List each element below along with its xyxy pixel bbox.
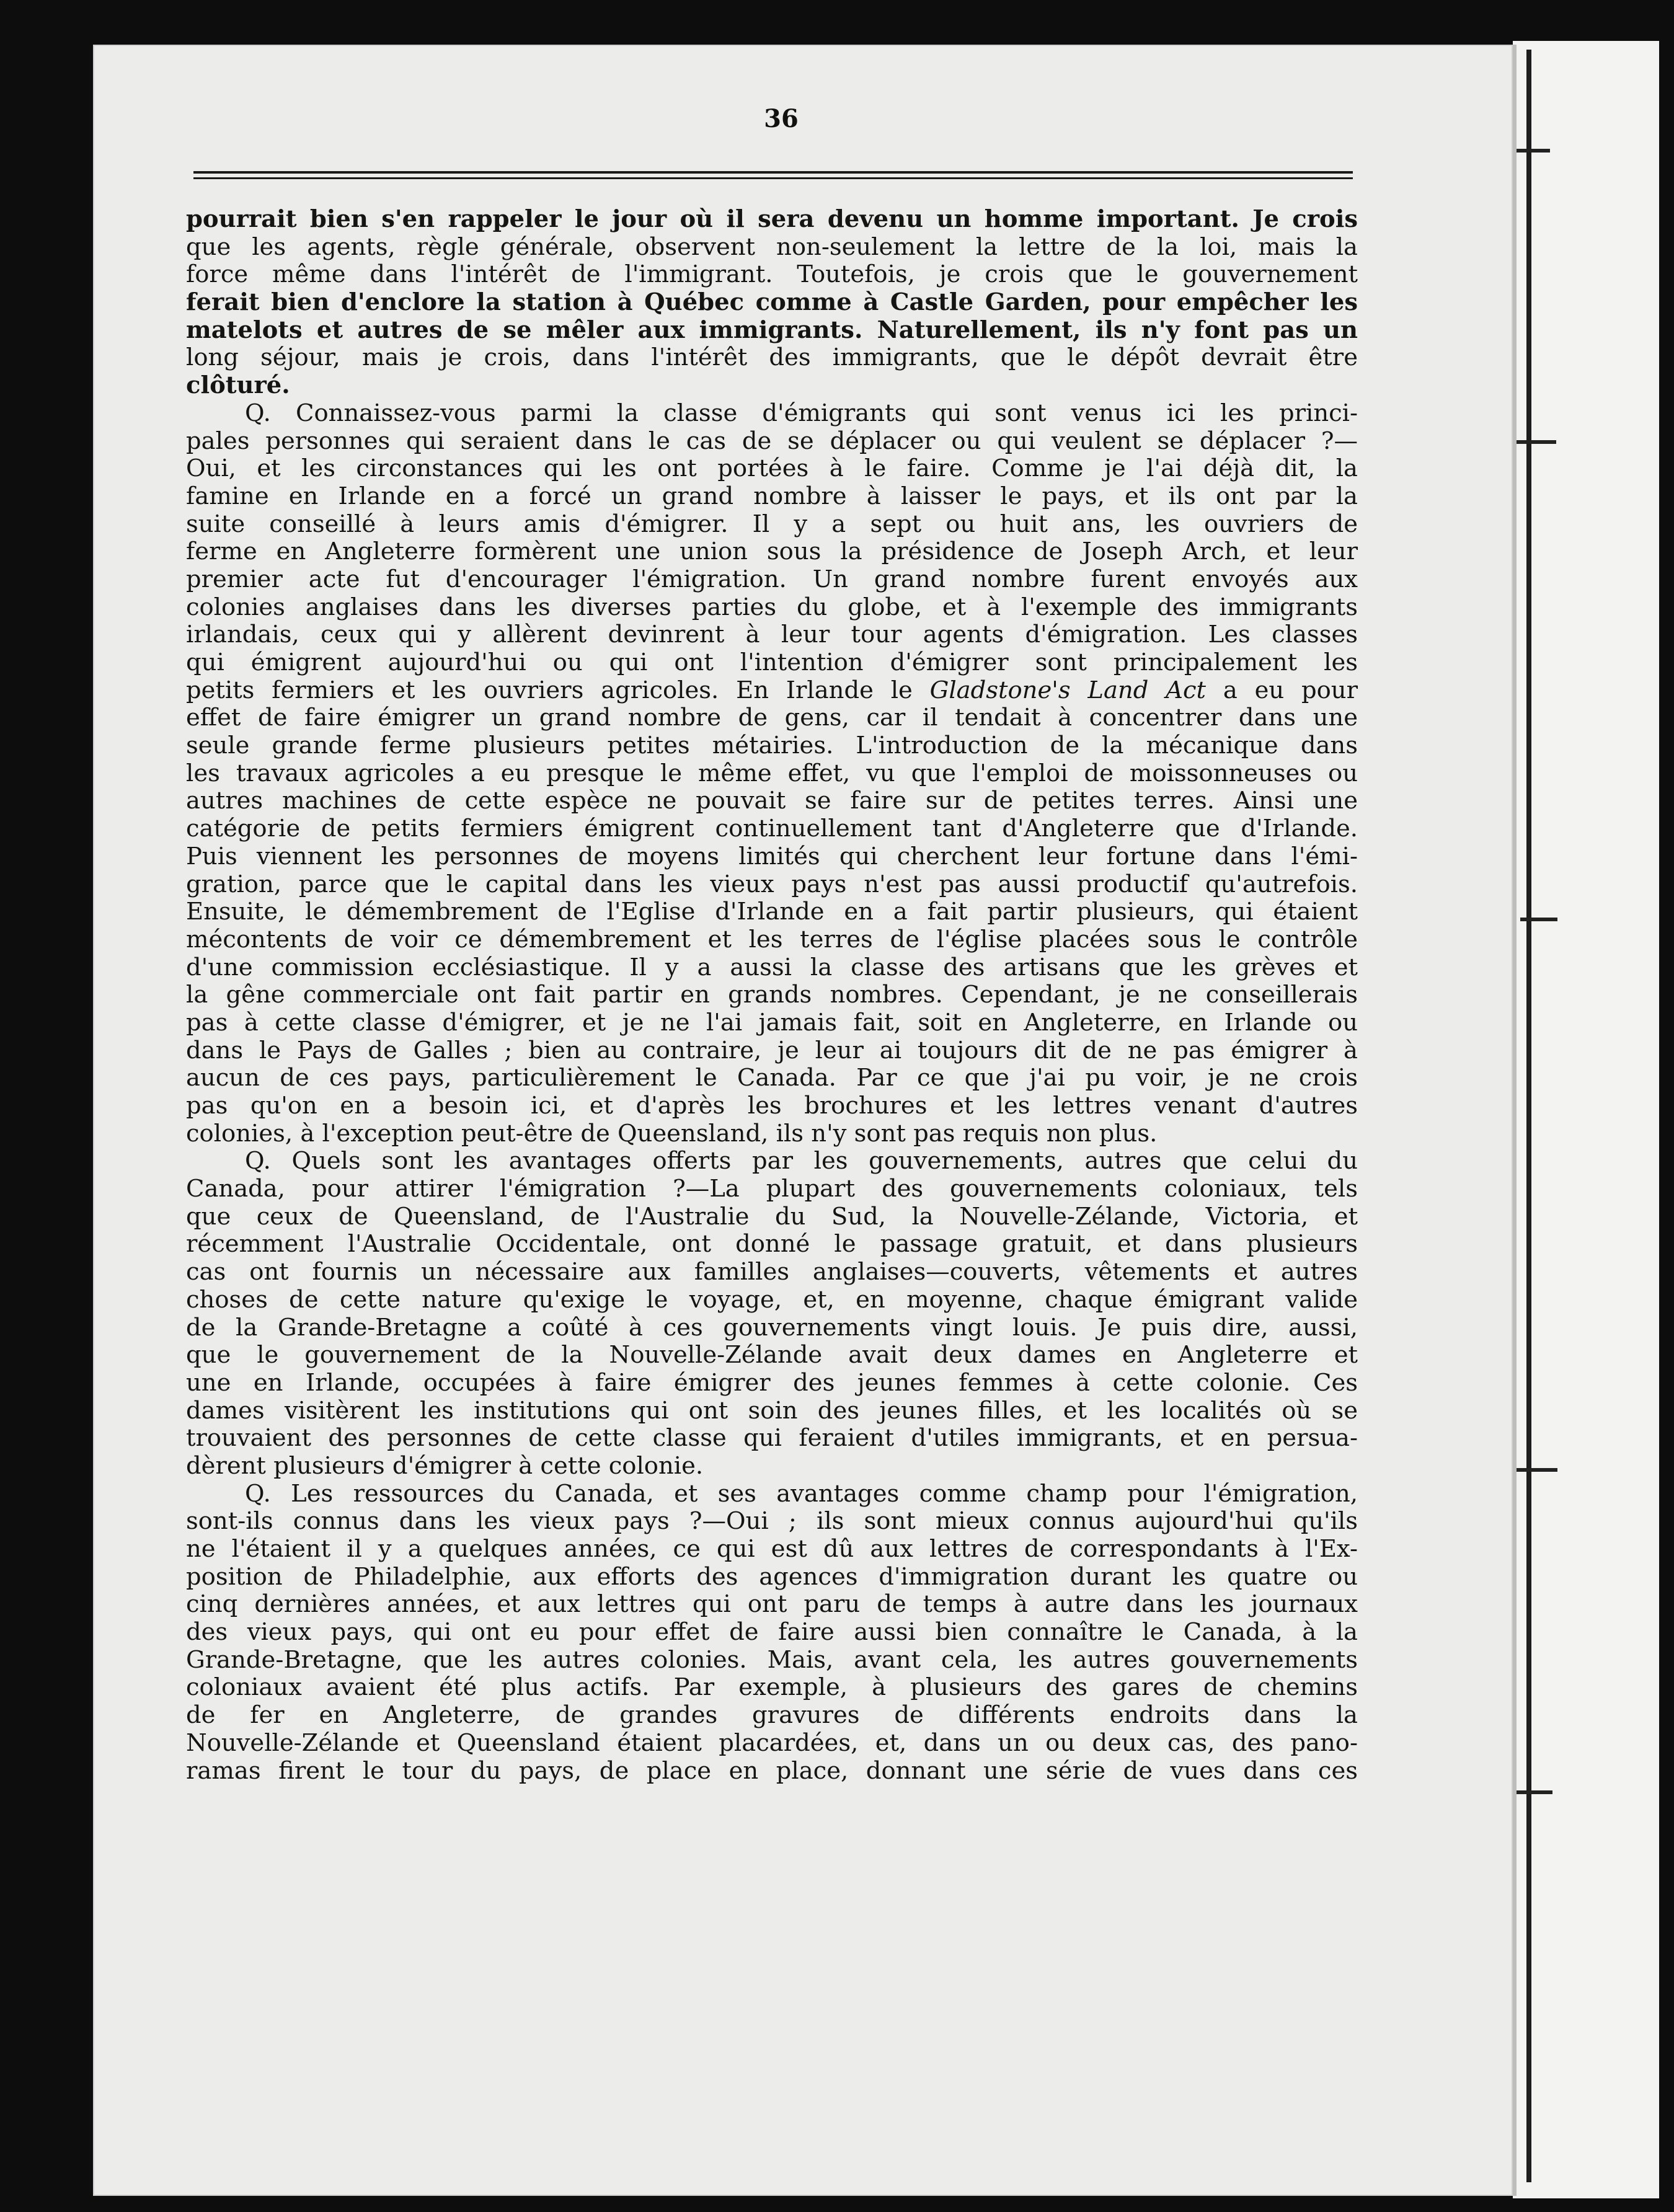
text-line: colonies, à l'exception peut-être de Queensland, ils n'y sont pas requis non plus. — [186, 1119, 1158, 1148]
text-line: irlandais, ceux qui y allèrent devinrent à leur tour agents d'émigration. Les classes — [186, 621, 1358, 649]
text-line: ferait bien d'enclore la station à Québec comme à Castle Garden, pour empêcher les — [186, 288, 1358, 317]
text-line: ne l'étaient il y a quelques années, ce qui est dû aux lettres de correspondants à l'Ex- — [186, 1535, 1358, 1563]
text-line: une en Irlande, occupées à faire émigrer des jeunes femmes à cette colonie. Ces — [186, 1368, 1358, 1397]
text-line: choses de cette nature qu'exige le voyage, et, en moyenne, chaque émigrant valide — [186, 1285, 1358, 1314]
text-line: cinq dernières années, et aux lettres qui ont paru de temps à autre dans les journaux — [186, 1590, 1358, 1619]
text-line: seule grande ferme plusieurs petites métairies. L'introduction de la mécanique dans — [186, 732, 1358, 760]
text-line: Grande-Bretagne, que les autres colonies. Mais, avant cela, les autres gouvernements — [186, 1645, 1358, 1674]
text-line — [186, 677, 1358, 705]
text-line: Nouvelle-Zélande et Queensland étaient placardées, et, dans un ou deux cas, des pano- — [186, 1728, 1358, 1757]
text-line: cas ont fournis un nécessaire aux familles anglaises—couverts, vêtements et autres — [186, 1258, 1358, 1286]
text-line: dames visitèrent les institutions qui ont soin des jeunes filles, et les localités où se — [186, 1396, 1358, 1425]
text-line: des vieux pays, qui ont eu pour effet de faire aussi bien connaître le Canada, à la — [186, 1618, 1358, 1647]
binding-mark — [1513, 149, 1550, 153]
text-line: que le gouvernement de la Nouvelle-Zélande avait deux dames en Angleterre et — [186, 1341, 1358, 1369]
text-line: dans le Pays de Galles ; bien au contraire, je leur ai toujours dit de ne pas émigrer à — [186, 1036, 1358, 1064]
header-rule — [193, 177, 1353, 179]
text-fragment: a eu pour — [1223, 676, 1358, 704]
binding-mark — [1513, 440, 1556, 444]
text-line: premier acte fut d'encourager l'émigration. Un grand nombre furent envoyés aux — [186, 565, 1358, 593]
text-line: catégorie de petits fermiers émigrent continuellement tant d'Angleterre que d'Irlande. — [186, 815, 1358, 843]
text-line: trouvaient des personnes de cette classe qui feraient d'utiles immigrants, et en persua- — [186, 1424, 1358, 1453]
text-line: pourrait bien s'en rappeler le jour où il sera devenu un homme important. Je crois — [186, 205, 1358, 233]
italic-title: Gladstone's Land Act — [929, 676, 1207, 704]
text-line: coloniaux avaient été plus actifs. Par exemple, à plusieurs des gares de chemins — [186, 1673, 1358, 1702]
text-line: Puis viennent les personnes de moyens limités qui cherchent leur fortune dans l'émi- — [186, 842, 1358, 870]
binding-edge — [1526, 50, 1531, 2182]
text-line: Oui, et les circonstances qui les ont portées à le faire. Comme je l'ai déjà dit, la — [186, 454, 1358, 483]
text-line: pas qu'on en a besoin ici, et d'après les brochures et les lettres venant d'autres — [186, 1092, 1358, 1120]
text-line: Ensuite, le démembrement de l'Eglise d'Irlande en a fait partir plusieurs, qui étaient — [186, 898, 1358, 926]
binding-margin — [1513, 41, 1659, 2198]
text-line: récemment l'Australie Occidentale, ont donné le passage gratuit, et dans plusieurs — [186, 1230, 1358, 1259]
binding-mark — [1517, 1468, 1557, 1472]
text-line: mécontents de voir ce démembrement et les terres de l'église placées sous le contrôle — [186, 925, 1358, 953]
text-line: famine en Irlande en a forcé un grand nombre à laisser le pays, et ils ont par la — [186, 482, 1358, 510]
text-line: dèrent plusieurs d'émigrer à cette colonie. — [186, 1451, 704, 1480]
text-line: Canada, pour attirer l'émigration ?—La plupart des gouvernements coloniaux, tels — [186, 1175, 1358, 1203]
text-line: ferme en Angleterre formèrent une union sous la présidence de Joseph Arch, et leur — [186, 538, 1358, 566]
text-line: que les agents, règle générale, observent non-seulement la lettre de la loi, mais la — [186, 232, 1358, 261]
text-line: effet de faire émigrer un grand nombre de gens, car il tendait à concentrer dans une — [186, 704, 1358, 732]
text-line: pales personnes qui seraient dans le cas de se déplacer ou qui veulent se déplacer ?— — [186, 427, 1358, 455]
text-line: Q. Les ressources du Canada, et ses avantages comme champ pour l'émigration, — [245, 1479, 1358, 1508]
text-fragment: petits fermiers et les ouvriers agricoles. En Irlande le — [186, 676, 913, 704]
text-line: force même dans l'intérêt de l'immigrant. Toutefois, je crois que le gouvernement — [186, 260, 1358, 289]
text-line: aucun de ces pays, particulièrement le Canada. Par ce que j'ai pu voir, je ne crois — [186, 1064, 1358, 1092]
text-line: que ceux de Queensland, de l'Australie du Sud, la Nouvelle-Zélande, Victoria, et — [186, 1202, 1358, 1231]
text-line: gration, parce que le capital dans les vieux pays n'est pas aussi productif qu'autrefois. — [186, 870, 1358, 898]
text-line: sont-ils connus dans les vieux pays ?—Oui ; ils sont mieux connus aujourd'hui qu'ils — [186, 1507, 1358, 1536]
header-rule — [193, 171, 1353, 174]
binding-mark — [1517, 1790, 1552, 1794]
text-line: la gêne commerciale ont fait partir en grands nombres. Cependant, je ne conseillerais — [186, 981, 1358, 1009]
text-line: Q. Quels sont les avantages offerts par les gouvernements, autres que celui du — [245, 1147, 1358, 1175]
text-line: pas à cette classe d'émigrer, et je ne l'ai jamais fait, soit en Angleterre, en Irlande ou — [186, 1008, 1358, 1037]
text-line: de fer en Angleterre, de grandes gravures de différents endroits dans la — [186, 1701, 1358, 1730]
text-line: matelots et autres de se mêler aux immigrants. Naturellement, ils n'y font pas un — [186, 316, 1358, 344]
text-line: ramas firent le tour du pays, de place en place, donnant une série de vues dans ces — [186, 1756, 1358, 1785]
text-line: de la Grande-Bretagne a coûté à ces gouvernements vingt louis. Je puis dire, aussi, — [186, 1313, 1358, 1342]
text-line: d'une commission ecclésiastique. Il y a aussi la classe des artisans que les grèves et — [186, 953, 1358, 981]
page-number: 36 — [764, 104, 799, 133]
text-line: position de Philadelphie, aux efforts des agences d'immigration durant les quatre ou — [186, 1562, 1358, 1591]
binding-mark — [1520, 918, 1557, 921]
text-line: autres machines de cette espèce ne pouvait se faire sur de petites terres. Ainsi une — [186, 787, 1358, 815]
text-line: suite conseillé à leurs amis d'émigrer. Il y a sept ou huit ans, les ouvriers de — [186, 510, 1358, 538]
text-line: clôturé. — [186, 371, 290, 400]
text-line: qui émigrent aujourd'hui ou qui ont l'intention d'émigrer sont principalement les — [186, 648, 1358, 676]
text-line: Q. Connaissez-vous parmi la classe d'émigrants qui sont venus ici les princi- — [245, 399, 1358, 427]
text-line: les travaux agricoles a eu presque le même effet, vu que l'emploi de moissonneuses ou — [186, 759, 1358, 787]
text-line: colonies anglaises dans les diverses parties du globe, et à l'exemple des immigrants — [186, 593, 1358, 621]
body-text — [186, 206, 1358, 1785]
text-line: long séjour, mais je crois, dans l'intérêt des immigrants, que le dépôt devrait être — [186, 343, 1358, 372]
